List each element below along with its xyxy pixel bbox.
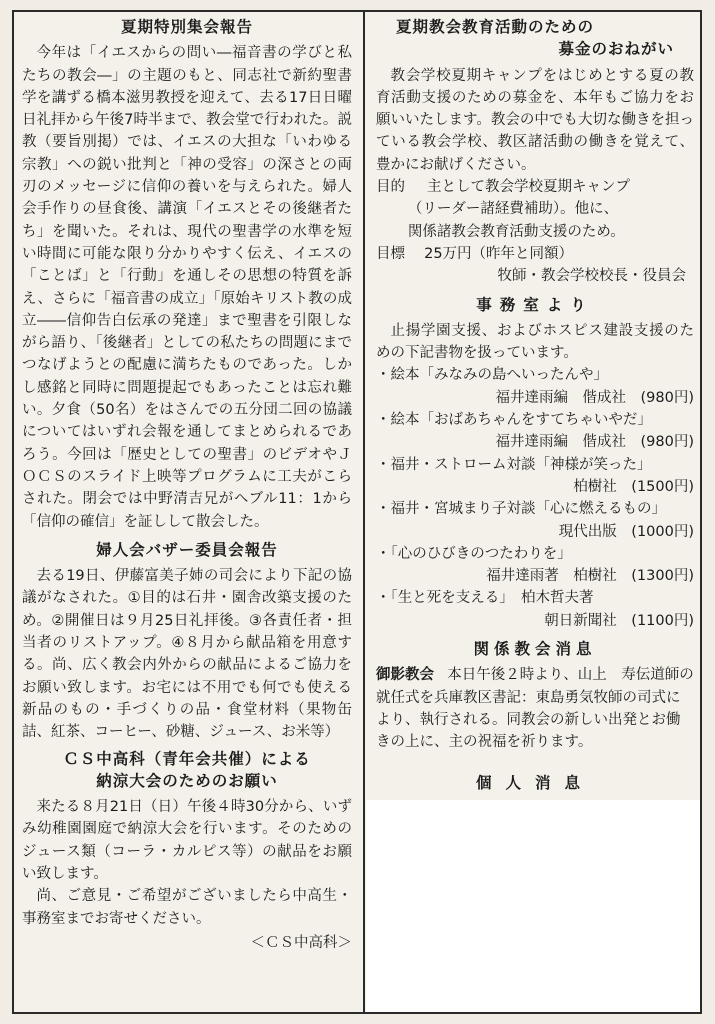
book-list <box>376 364 694 632</box>
cs-event-body-2: 尚、ご意見・ご希望がございましたら中高生・事務室までお寄せください。 <box>22 888 352 927</box>
purpose-line-2: （リーダー諸経費補助）。他に、 <box>407 201 619 218</box>
book-2-title: ・絵本「おばあちゃんをすてちゃいやだ」 <box>376 412 652 429</box>
fundraising-body: 教会学校夏期キャンプをはじめとする夏の教育活動支援のための募金を、本年もご協力をお願いいたします。教会の中でも大切な働きを担っている教会学校、教区諸活動の働きを覚えて、豊かにお献げください。 <box>376 67 694 173</box>
right-column <box>376 14 694 798</box>
book-6-publisher: 朝日新聞社 (1100円) <box>544 612 694 629</box>
purpose-row <box>376 176 694 198</box>
book-3-publisher: 柏樹社 (1500円) <box>573 478 694 495</box>
book-1-publisher: 福井達雨編 偕成社 (980円) <box>495 389 694 406</box>
book-2-publisher: 福井達雨編 偕成社 (980円) <box>495 434 694 451</box>
related-church: 御影教会 <box>376 667 434 684</box>
purpose-line-1: 主として教会学校夏期キャンプ <box>427 179 630 196</box>
column-divider <box>363 10 365 1014</box>
purpose-line-3: 関係諸教会教育活動支援のため。 <box>407 223 625 240</box>
goal-value: 25万円（昨年と同額） <box>424 245 574 262</box>
office-body: 止揚学園支援、およびホスピス建設支援のための下記書物を扱っています。 <box>376 322 694 362</box>
book-6-title: ・「生と死を支える」 柏木哲夫著 <box>376 590 594 607</box>
summer-report-body: 今年は「イエスからの問い―福音書の学びと私たちの教会―」の主題のもと、同志社で新約聖書学を講ずる橋本滋男教授を迎えて、去る17日日曜日礼拝から午後7時半まで、教会堂で行われた。説教（要旨別掲）では、イエスの大担な「いわゆる宗教」への鋭い批判と「神の受容」の深さとの両刃のメッセージに信仰の養いを与えられた。婦人会手作りの昼食後、講演「イエスとその後継者たち」を聞いた。それは、現代の聖書学の水準を短い時間に可能な限り分かりやすく伝え、イエスの「ことば」と「行動」を通しその思想の特質を訴え、さらに「福音書の成立」「原始キリスト教の成立――信仰告白伝承の発達」まで聖書を引限しながら語り、「後継者」としての私たちの問題にまでつなげようとの配慮に満ちたものであった。しかし感銘と同時に問題提起でもあったことは忘れ難い。夕食（50名）をはさんでの五分団二回の協議についてはいずれ会報を通してまとめられるであろう。今回は「歴史としての聖書」のビデオやＪＯＣＳのスライド上映等プログラムに工夫がこらされた。閉会では中野清吉兄がヘブル11：1から「信仰の確信」を証しして散会した。 <box>22 45 352 530</box>
purpose-label: 目的 <box>376 179 405 196</box>
blank-area <box>366 800 700 1012</box>
book-5-publisher: 福井達雨著 柏樹社 (1300円) <box>486 568 694 585</box>
book-5-title: ・「心のひびきのつたわりを」 <box>376 545 572 562</box>
bazaar-report-title: 婦人会バザー委員会報告 <box>96 540 278 559</box>
cs-event-title-1: ＣＳ中高科（青年会共催）による <box>63 749 311 768</box>
goal-label: 目標 <box>376 245 405 262</box>
bazaar-report-body: 去る19日、伊藤富美子姉の司会により下記の協議がなされた。①目的は石井・園舎改築支援のため。②開催日は９月25日礼拝後。③各責任者・担当者のリストアップ。④８月から献品箱を用意する。尚、広く教会内外からの献品によるご協力をお願い致します。お宅には不用でも何でも使える新品のもの・手づくりの品・食堂材料（果物缶詰、紅茶、コーヒー、砂糖、ジュース、お米等） <box>22 568 352 741</box>
book-4-publisher: 現代出版 (1000円) <box>558 523 694 540</box>
related-body-row <box>376 664 694 753</box>
fundraising-signature: 牧師・教会学校校長・役員会 <box>497 268 686 285</box>
summer-report-title: 夏期特別集会報告 <box>120 18 253 36</box>
cs-event-body: 来たる８月21日（日）午後４時30分から、いずみ幼稚園園庭で納涼大会を行います。そのためのジュース類（コーラ・カルピス等）の献品をお願い致します。 <box>22 799 352 882</box>
book-1-title: ・絵本「みなみの島へいったんや」 <box>376 367 608 384</box>
left-column <box>22 14 352 954</box>
office-title: 事務室より <box>476 295 594 314</box>
personal-title: 個人消息 <box>475 773 594 792</box>
cs-event-signature: ＜ＣＳ中高科＞ <box>250 934 352 951</box>
book-3-title: ・福井・ストローム対談「神様が笑った」 <box>376 456 652 473</box>
book-4-title: ・福井・宮城まり子対談「心に燃えるもの」 <box>376 501 666 518</box>
fundraising-title-2: 募金のおねがい <box>558 40 674 59</box>
related-body: 本日午後２時より、山上 寿伝道師の就任式を兵庫教区書記：東島勇気牧師の司式により、執行される。同教会の新しい出発とお働きの上に、主の祝福を祈ります。 <box>376 667 694 751</box>
fundraising-title-1: 夏期教会教育活動のための <box>396 18 595 36</box>
goal-row <box>376 243 694 265</box>
related-title: 関係教会消息 <box>473 640 597 659</box>
cs-event-title-2: 納涼大会のためのお願い <box>96 771 278 790</box>
